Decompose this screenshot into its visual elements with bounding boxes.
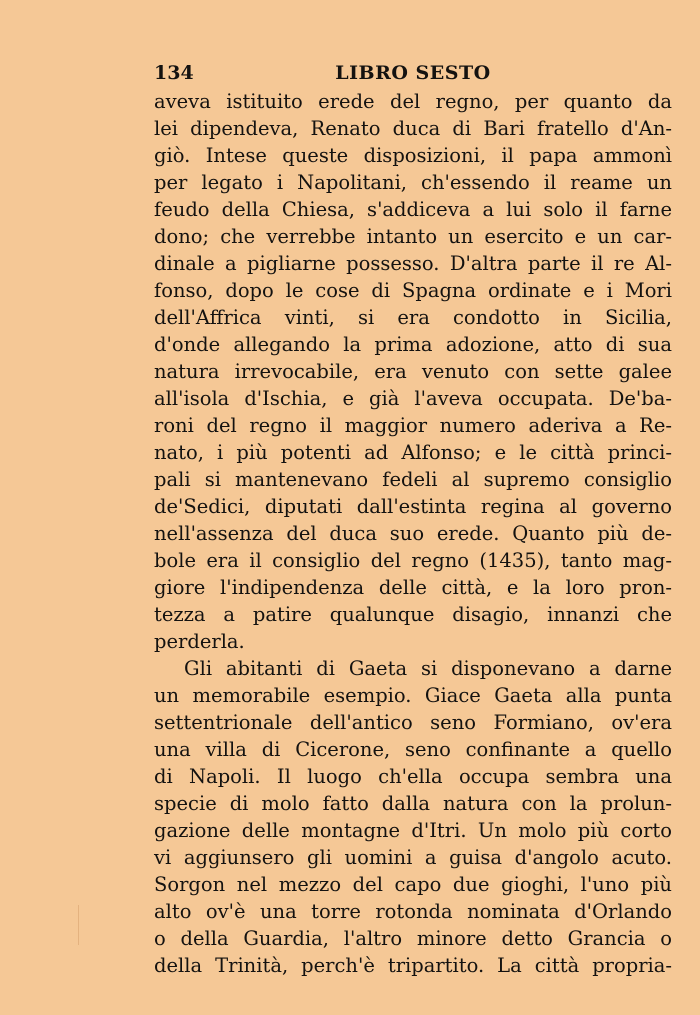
text-line: dell'Affrica vinti, si era condotto in Sicilia, (154, 306, 672, 329)
body-text (154, 88, 672, 979)
text-line: nell'assenza del duca suo erede. Quanto più de- (154, 522, 672, 545)
text-line: tezza a patire qualunque disagio, innanzi che (154, 603, 672, 626)
text-line: fonso, dopo le cose di Spagna ordinate e i Mori (154, 279, 672, 302)
text-line: d'onde allegando la prima adozione, atto di sua (154, 333, 672, 356)
text-line: Gli abitanti di Gaeta si disponevano a darne (184, 657, 672, 680)
running-head: LIBRO SESTO (335, 62, 491, 84)
text-line: una villa di Cicerone, seno confinante a quello (154, 738, 672, 761)
text-line: dinale a pigliarne possesso. D'altra parte il re Al- (154, 252, 672, 275)
text-line: feudo della Chiesa, s'addiceva a lui solo il farne (154, 198, 672, 221)
text-line: all'isola d'Ischia, e già l'aveva occupata. De'ba- (154, 387, 672, 410)
text-line: di Napoli. Il luogo ch'ella occupa sembra una (154, 765, 672, 788)
text-line: alto ov'è una torre rotonda nominata d'Orlando (154, 900, 672, 923)
margin-mark (78, 905, 79, 945)
text-line: perderla. (154, 630, 245, 653)
text-line: per legato i Napolitani, ch'essendo il reame un (154, 171, 672, 194)
text-line: aveva istituito erede del regno, per quanto da (154, 90, 672, 113)
text-line: pali si mantenevano fedeli al supremo consiglio (154, 468, 672, 491)
text-line: della Trinità, perch'è tripartito. La città propria- (154, 954, 672, 977)
text-line: giò. Intese queste disposizioni, il papa ammonì (154, 144, 672, 167)
text-line: natura irrevocabile, era venuto con sette galee (154, 360, 672, 383)
text-line: gazione delle montagne d'Itri. Un molo più corto (154, 819, 672, 842)
text-line: roni del regno il maggior numero aderiva a Re- (154, 414, 672, 437)
text-line: de'Sedici, diputati dall'estinta regina al governo (154, 495, 672, 518)
text-line: Sorgon nel mezzo del capo due gioghi, l'uno più (154, 873, 672, 896)
text-line: o della Guardia, l'altro minore detto Grancia o (154, 927, 672, 950)
text-line: dono; che verrebbe intanto un esercito e un car- (154, 225, 672, 248)
text-line: lei dipendeva, Renato duca di Bari fratello d'An- (154, 117, 672, 140)
text-line: vi aggiunsero gli uomini a guisa d'angolo acuto. (154, 846, 672, 869)
text-line: specie di molo fatto dalla natura con la prolun- (154, 792, 672, 815)
text-line: giore l'indipendenza delle città, e la loro pron- (154, 576, 672, 599)
paragraph-1 (154, 88, 672, 655)
page-header (154, 62, 672, 88)
text-line: bole era il consiglio del regno (1435), tanto mag- (154, 549, 672, 572)
text-line: nato, i più potenti ad Alfonso; e le città princi- (154, 441, 672, 464)
text-line: un memorabile esempio. Giace Gaeta alla punta (154, 684, 672, 707)
page-number: 134 (154, 62, 194, 84)
paragraph-2 (154, 655, 672, 979)
text-line: settentrionale dell'antico seno Formiano, ov'era (154, 711, 672, 734)
